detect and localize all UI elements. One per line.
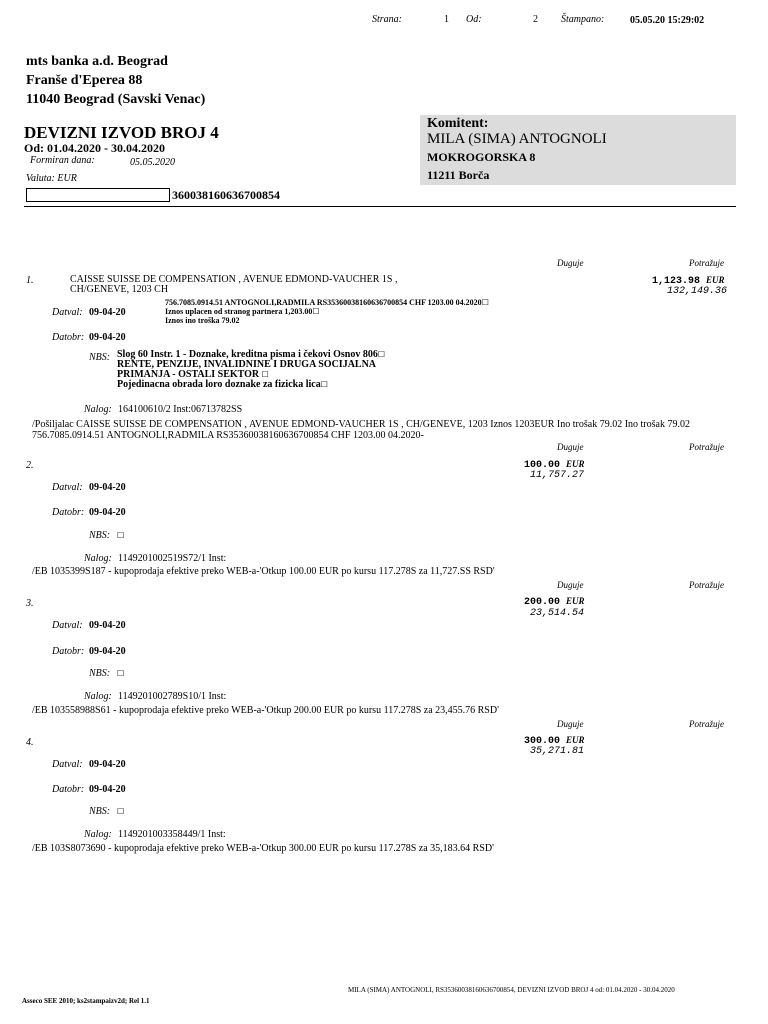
statement-title: DEVIZNI IZVOD BROJ 4 bbox=[24, 123, 219, 142]
transaction-description: /EB 103S8073690 - kupoprodaja efektive preko WEB-a-'Otkup 300.00 EUR po kursu 117.278S za 35,183.64 RSD' bbox=[32, 843, 494, 854]
transaction-balance: 132,149.36 bbox=[667, 286, 728, 297]
transaction-detail-line-2 bbox=[165, 307, 320, 316]
detail-text: Iznos uplacen od stranog partnera 1,203.00 bbox=[165, 307, 313, 316]
transaction-description: /Pošiljalac CAISSE SUISSE DE COMPENSATION , AVENUE EDMOND-VAUCHER 1S , CH/GENEVE, 1203 Iznos 1203EUR Ino trošak 79.02 Ino trošak 79.02 756.7085.0914.51 ANTOGNOLI,RADMILA RS35360038160636700854 CHF 1203.00 04.2020- bbox=[32, 419, 690, 441]
amount-value: 300.00 bbox=[524, 736, 561, 747]
nalog-value: 1149201002519S72/1 Inst: bbox=[118, 553, 227, 564]
nalog-value: 164100610/2 Inst:06713782SS bbox=[118, 404, 243, 415]
account-number: 360038160636700854 bbox=[172, 188, 280, 202]
transaction-amount bbox=[524, 596, 585, 608]
printed-datetime: 05.05.20 15:29:02 bbox=[630, 15, 705, 26]
client-name: MILA (SIMA) ANTOGNOLI bbox=[427, 131, 607, 147]
column-credit: Potražuje bbox=[689, 442, 724, 452]
bank-street: Franše d'Eperea 88 bbox=[26, 73, 143, 88]
nbs-text: Pojedinacna obrada loro doznake za fizicka lica bbox=[117, 379, 321, 390]
box-icon: ☐ bbox=[117, 807, 125, 816]
column-debit: Duguje bbox=[557, 719, 584, 729]
nalog-label: Nalog: bbox=[84, 553, 112, 564]
amount-value: 200.00 bbox=[524, 597, 561, 608]
formed-label: Formiran dana: bbox=[30, 155, 95, 166]
datobr-value: 09-04-20 bbox=[89, 646, 126, 657]
account-box bbox=[26, 188, 170, 202]
transaction-balance: 11,757.27 bbox=[530, 470, 585, 481]
nbs-details bbox=[117, 350, 385, 390]
datval-value: 09-04-20 bbox=[89, 759, 126, 770]
page-label: Strana: bbox=[372, 14, 402, 25]
box-icon: ☐ bbox=[377, 350, 386, 359]
box-icon: ☐ bbox=[320, 380, 328, 389]
nbs-line-4 bbox=[117, 380, 385, 390]
amount-value: 100.00 bbox=[524, 460, 561, 471]
transaction-description: /EB 103558988S61 - kupoprodaja efektive preko WEB-a-'Otkup 200.00 EUR po kursu 117.278S za 23,455.76 RSD' bbox=[32, 705, 499, 716]
currency-value: EUR bbox=[57, 173, 77, 184]
client-city: 11211 Borča bbox=[427, 168, 490, 182]
nbs-label: NBS: bbox=[89, 530, 111, 541]
nbs-label: NBS: bbox=[89, 806, 111, 817]
box-icon: ☐ bbox=[117, 669, 125, 678]
nbs-text: Slog 60 Instr. 1 - Doznake, kreditna pisma i čekovi Osnov 806 bbox=[117, 349, 378, 360]
transaction-detail-line-1 bbox=[165, 298, 489, 307]
datval-value: 09-04-20 bbox=[89, 620, 126, 631]
column-credit: Potražuje bbox=[689, 580, 724, 590]
footer-software: Asseco SEE 2010; ks2stampaizv2d; Rel 1.1 bbox=[22, 997, 150, 1005]
bank-name: mts banka a.d. Beograd bbox=[26, 54, 168, 69]
column-debit: Duguje bbox=[557, 442, 584, 452]
amount-currency: EUR bbox=[566, 459, 585, 469]
page-total: 2 bbox=[533, 14, 538, 25]
datval-value: 09-04-20 bbox=[89, 482, 126, 493]
footer-summary: MILA (SIMA) ANTOGNOLI, RS35360038160636700854, DEVIZNI IZVOD BROJ 4 od: 01.04.2020 - 30.04.2020 bbox=[348, 986, 675, 994]
datobr-label: Datobr: bbox=[52, 646, 85, 657]
detail-text: 756.7085.0914.51 ANTOGNOLI,RADMILA RS35360038160636700854 CHF 1203.00 04.2020 bbox=[165, 298, 482, 307]
transaction-detail-line-3: Iznos ino troška 79.02 bbox=[165, 316, 240, 325]
box-icon: ☐ bbox=[481, 298, 489, 307]
box-icon: ☐ bbox=[261, 370, 269, 379]
bank-address bbox=[26, 52, 205, 109]
datobr-label: Datobr: bbox=[52, 507, 85, 518]
transaction-description: /EB 1035399S187 - kupoprodaja efektive preko WEB-a-'Otkup 100.00 EUR po kursu 117.278S za 11,727.SS RSD' bbox=[32, 566, 495, 577]
nbs-line-2: RENTE, PENZIJE, INVALIDNINE I DRUGA SOCIJALNA bbox=[117, 359, 377, 370]
transaction-party-line-2: CH/GENEVE, 1203 CH bbox=[70, 284, 169, 295]
datval-label: Datval: bbox=[52, 482, 83, 493]
nalog-label: Nalog: bbox=[84, 404, 112, 415]
box-icon: ☐ bbox=[312, 307, 320, 316]
transaction-balance: 23,514.54 bbox=[530, 608, 585, 619]
datobr-value: 09-04-20 bbox=[89, 332, 126, 343]
nalog-label: Nalog: bbox=[84, 691, 112, 702]
nbs-label: NBS: bbox=[89, 352, 111, 363]
datval-label: Datval: bbox=[52, 307, 83, 318]
client-street: MOKROGORSKA 8 bbox=[427, 150, 536, 164]
amount-currency: EUR bbox=[566, 735, 585, 745]
amount-value: 1,123.98 bbox=[652, 276, 701, 287]
transaction-number: 1. bbox=[26, 275, 34, 286]
nbs-label: NBS: bbox=[89, 668, 111, 679]
datobr-label: Datobr: bbox=[52, 332, 85, 343]
nbs-text: PRIMANJA - OSTALI SEKTOR bbox=[117, 369, 260, 380]
nalog-value: 1149201003358449/1 Inst: bbox=[118, 829, 226, 840]
statement-period: Od: 01.04.2020 - 30.04.2020 bbox=[24, 141, 165, 155]
client-panel bbox=[420, 115, 736, 185]
box-icon: ☐ bbox=[117, 531, 125, 540]
amount-currency: EUR bbox=[566, 596, 585, 606]
nalog-value: 1149201002789S10/1 Inst: bbox=[118, 691, 227, 702]
currency-label: Valuta: bbox=[26, 173, 55, 184]
column-credit: Potražuje bbox=[689, 719, 724, 729]
datval-value: 09-04-20 bbox=[89, 307, 126, 318]
datobr-value: 09-04-20 bbox=[89, 507, 126, 518]
page-number: 1 bbox=[444, 14, 449, 25]
column-debit: Duguje bbox=[557, 580, 584, 590]
amount-currency: EUR bbox=[706, 275, 725, 285]
header-divider bbox=[24, 206, 736, 207]
formed-date: 05.05.2020 bbox=[130, 157, 175, 168]
transaction-party-line-1: CAISSE SUISSE DE COMPENSATION , AVENUE EDMOND-VAUCHER 1S , bbox=[70, 274, 398, 285]
transaction-number: 2. bbox=[26, 460, 34, 471]
client-label: Komitent: bbox=[427, 116, 489, 131]
datval-label: Datval: bbox=[52, 620, 83, 631]
nalog-label: Nalog: bbox=[84, 829, 112, 840]
transaction-number: 4. bbox=[26, 737, 34, 748]
column-debit: Duguje bbox=[557, 258, 584, 268]
transaction-number: 3. bbox=[26, 598, 34, 609]
printed-label: Štampano: bbox=[561, 14, 605, 25]
transaction-balance: 35,271.81 bbox=[530, 746, 585, 757]
datval-label: Datval: bbox=[52, 759, 83, 770]
currency-line bbox=[26, 173, 77, 184]
datobr-label: Datobr: bbox=[52, 784, 85, 795]
page-of-label: Od: bbox=[466, 14, 482, 25]
bank-city: 11040 Beograd (Savski Venac) bbox=[26, 92, 206, 107]
datobr-value: 09-04-20 bbox=[89, 784, 126, 795]
column-credit: Potražuje bbox=[689, 258, 724, 268]
